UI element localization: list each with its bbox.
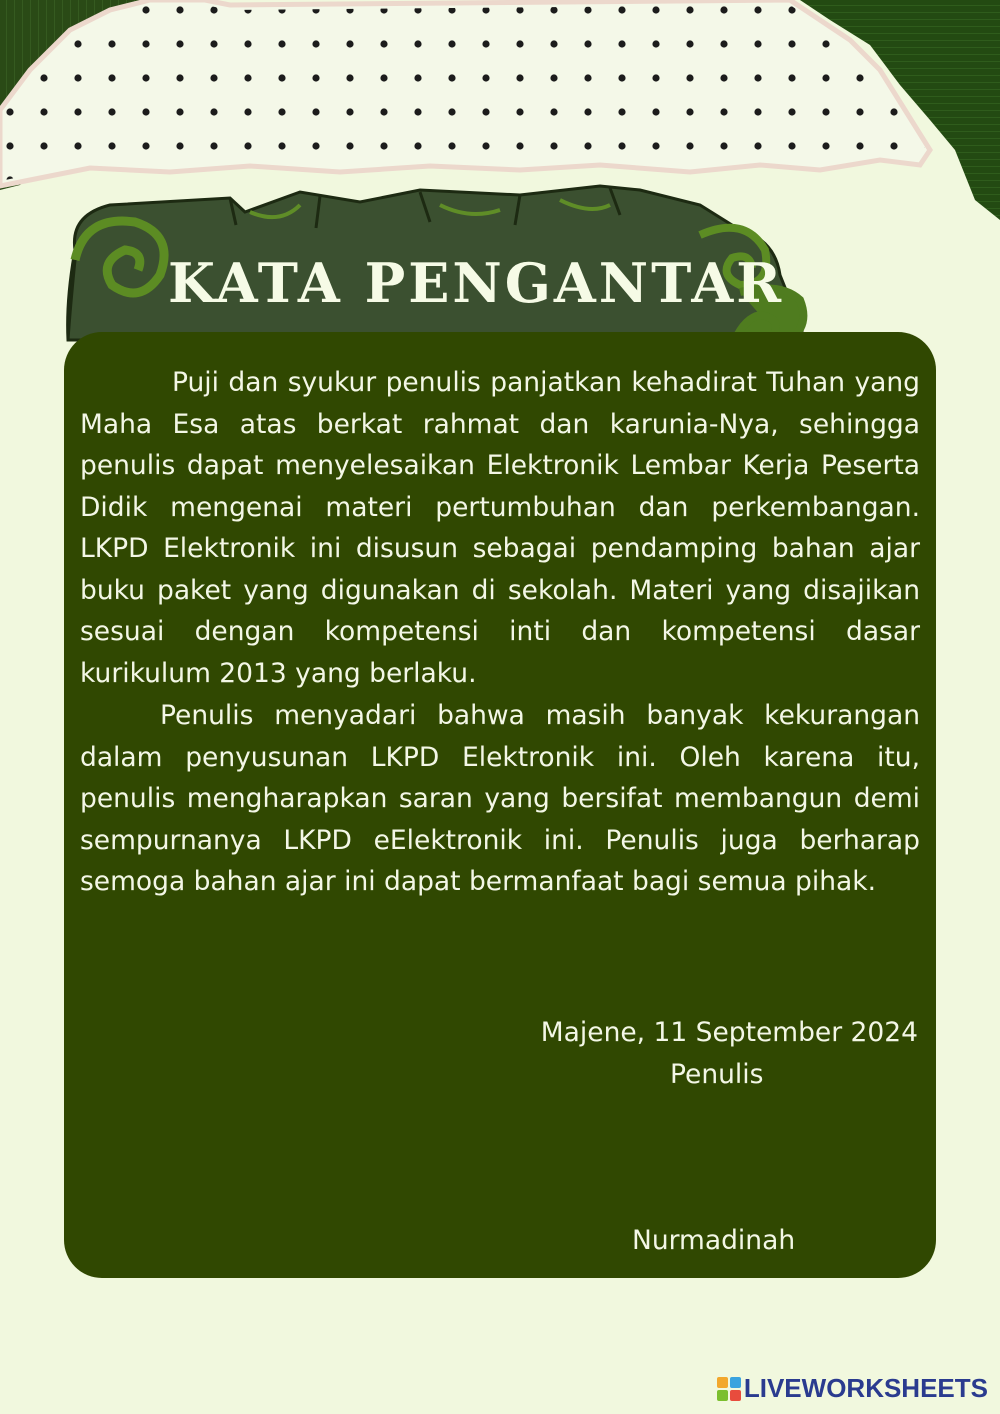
- liveworksheets-watermark[interactable]: [717, 1373, 988, 1404]
- intro-paragraph-2: Penulis menyadari bahwa masih banyak kekurangan dalam penyusunan LKPD Elektronik ini. Oleh karena itu, penulis mengharapkan saran yang bersifat membangun demi sempurnanya LKPD eElektronik ini. Penulis juga berharap semoga bahan ajar ini dapat bermanfaat bagi semua pihak.: [80, 700, 920, 897]
- intro-paragraph-1: Puji dan syukur penulis panjatkan kehadirat Tuhan yang Maha Esa atas berkat rahmat dan karunia-Nya, sehingga penulis dapat menyelesaikan Elektronik Lembar Kerja Peserta Didik mengenai materi pertumbuhan dan perkembangan. LKPD Elektronik ini disusun sebagai pendamping bahan ajar buku paket yang digunakan di sekolah. Materi yang disajikan sesuai dengan kompetensi inti dan kompetensi dasar kurikulum 2013 yang berlaku.: [80, 367, 920, 689]
- liveworksheets-logo-icon: [717, 1377, 741, 1401]
- signature-name: Nurmadinah: [632, 1225, 796, 1256]
- watermark-text: LIVEWORKSHEETS: [743, 1373, 988, 1403]
- signature-place-date: Majene, 11 September 2024: [540, 1017, 918, 1048]
- signature-role: Penulis: [670, 1059, 764, 1090]
- page-title: KATA PENGANTAR: [168, 251, 785, 315]
- content-box: [64, 332, 936, 1278]
